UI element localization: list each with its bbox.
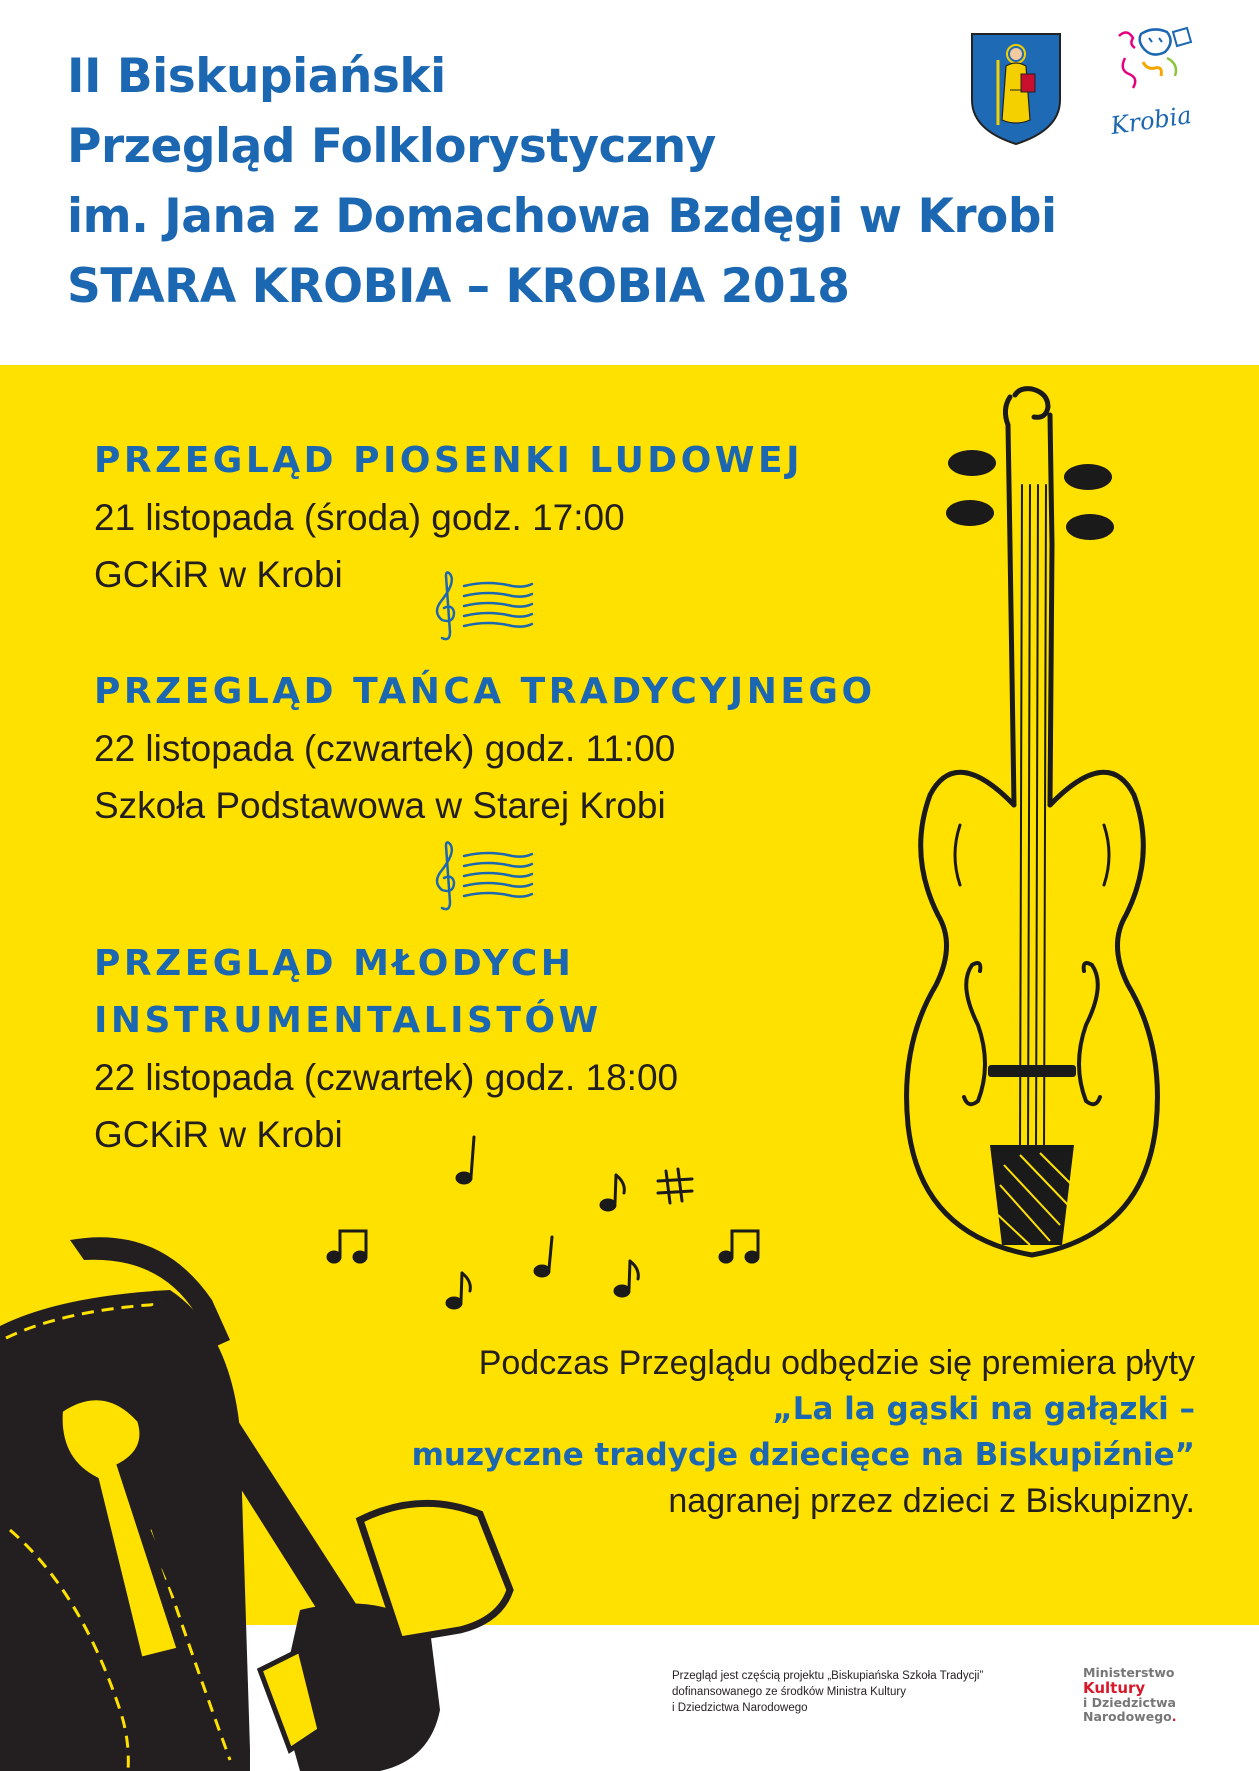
- coat-of-arms-icon: [968, 30, 1064, 148]
- ministry-line-2: Kultury: [1083, 1679, 1146, 1697]
- funding-line-3: i Dziedzictwa Narodowego: [672, 1702, 808, 1714]
- section-dance: [94, 663, 876, 834]
- title-line-3: im. Jana z Domachowa Bzdęgi w Krobi: [67, 189, 1057, 244]
- ministry-line-4-text: Narodowego: [1083, 1709, 1172, 1724]
- funding-line-2: dofinansowanego ze środków Ministra Kultury: [672, 1686, 906, 1698]
- album-title-line-2: muzyczne tradycje dziecięce na Biskupiźnie”: [411, 1437, 1195, 1473]
- premiere-line-1: Podczas Przeglądu odbędzie się premiera płyty: [478, 1344, 1195, 1382]
- ministry-dot: .: [1171, 1709, 1177, 1724]
- ministry-line-4: [1083, 1710, 1177, 1724]
- section-title: PRZEGLĄD PIOSENKI LUDOWEJ: [94, 440, 803, 481]
- title-line-1: II Biskupiański: [67, 49, 446, 104]
- krobia-logo: [1105, 24, 1205, 144]
- section-place: GCKiR w Krobi: [94, 554, 343, 595]
- ministry-line-3: i Dziedzictwa: [1083, 1695, 1176, 1710]
- album-title-line-1: „La la gąski na gałązki –: [772, 1391, 1195, 1427]
- title-line-4: STARA KROBIA – KROBIA 2018: [67, 259, 850, 314]
- title-line-2: Przegląd Folklorystyczny: [67, 119, 716, 174]
- section-young-instrumentalists: [94, 935, 678, 1163]
- violin-illustration: [860, 385, 1200, 1320]
- section-place: Szkoła Podstawowa w Starej Krobi: [94, 785, 666, 826]
- ministry-logo: [1083, 1666, 1177, 1724]
- krobia-logo-text: Krobia: [1108, 100, 1194, 141]
- premiere-line-4: nagranej przez dzieci z Biskupizny.: [668, 1482, 1195, 1520]
- funding-line-1: Przegląd jest częścią projektu „Biskupiańska Szkoła Tradycji”: [672, 1670, 984, 1682]
- section-title-line-2: INSTRUMENTALISTÓW: [94, 1000, 602, 1041]
- album-premiere-note: [412, 1340, 1195, 1524]
- section-title: PRZEGLĄD TAŃCA TRADYCYJNEGO: [94, 671, 876, 712]
- section-place: GCKiR w Krobi: [94, 1114, 343, 1155]
- ministry-line-1: Ministerstwo: [1083, 1665, 1175, 1680]
- project-funding-note: [672, 1668, 983, 1716]
- treble-clef-icon: [428, 840, 538, 915]
- poster-title: [67, 42, 1057, 322]
- section-title-line-1: PRZEGLĄD MŁODYCH: [94, 943, 575, 984]
- section-date: 22 listopada (czwartek) godz. 11:00: [94, 728, 676, 769]
- section-date: 21 listopada (środa) godz. 17:00: [94, 497, 625, 538]
- treble-clef-icon: [428, 570, 538, 645]
- header: [0, 0, 1259, 365]
- section-date: 22 listopada (czwartek) godz. 18:00: [94, 1057, 679, 1098]
